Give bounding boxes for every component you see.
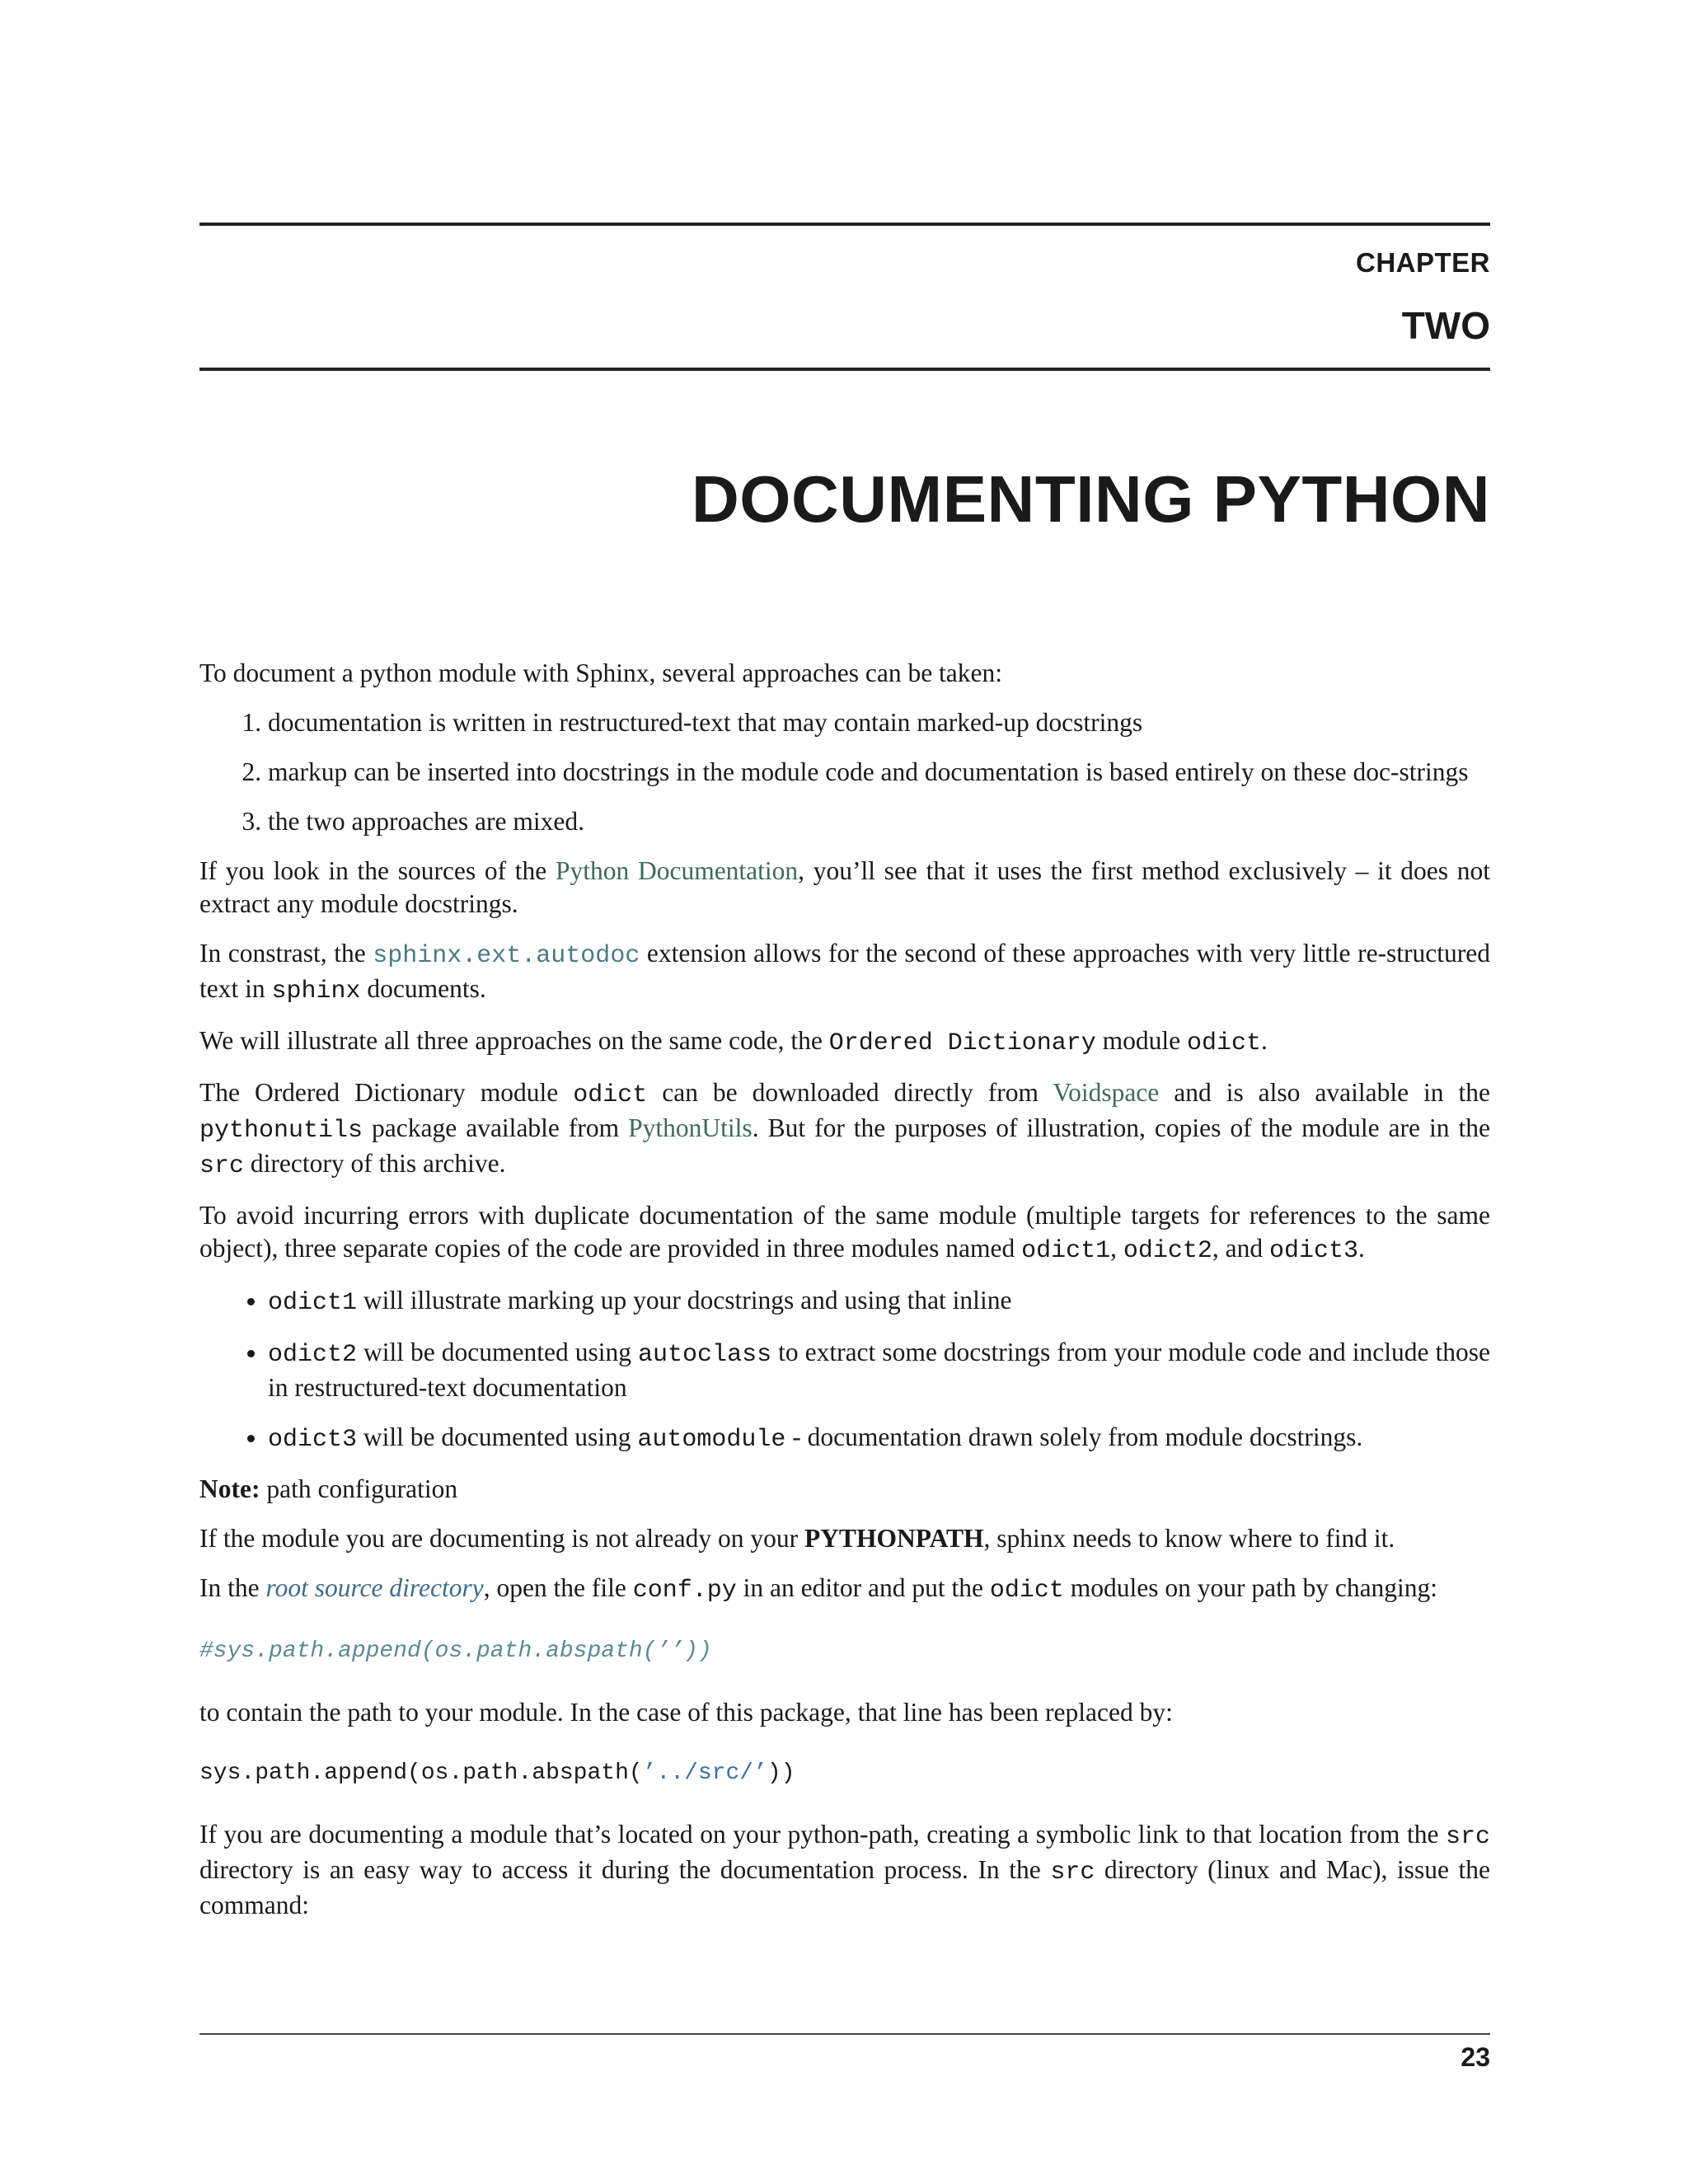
inline-code: odict3 (268, 1426, 358, 1454)
chapter-number: TWO (1401, 304, 1490, 347)
body-text (199, 657, 1490, 1938)
text-span: and is also available in the (1159, 1078, 1491, 1107)
note-paragraph (199, 1473, 1490, 1506)
avoid-paragraph (199, 1199, 1490, 1268)
text-span: . (1261, 1026, 1268, 1055)
contrast-paragraph (199, 937, 1490, 1008)
inline-code: src (1050, 1858, 1095, 1886)
text-span: . (1358, 1234, 1365, 1263)
note-label: Note: (199, 1474, 260, 1503)
code-text: sys.path.append(os.path.abspath( (199, 1760, 643, 1786)
text-span: , open the file (483, 1573, 633, 1602)
page-number: 23 (1461, 2042, 1490, 2072)
note-text: path configuration (260, 1474, 458, 1503)
inline-code: automodule (637, 1426, 786, 1454)
footer-rule (199, 2033, 1490, 2035)
list-item: 3. the two approaches are mixed. (268, 805, 1490, 838)
text-span: , and (1212, 1234, 1270, 1263)
text-span: package available from (363, 1113, 629, 1142)
inline-code: odict (1187, 1029, 1262, 1057)
text-span: in an editor and put the (736, 1573, 990, 1602)
list-item (268, 1284, 1490, 1319)
text-span: , sphinx needs to know where to find it. (983, 1524, 1395, 1553)
inline-code: sphinx (271, 977, 361, 1005)
symlink-paragraph (199, 1818, 1490, 1922)
text-span: - documentation drawn solely from module docstrings. (785, 1422, 1363, 1451)
text-span: directory of this archive. (244, 1149, 506, 1178)
inline-code: odict2 (268, 1341, 358, 1369)
inline-code: pythonutils (199, 1117, 363, 1145)
text-span: If you are documenting a module that’s located on your python-path, creating a symbolic link to that location from the (199, 1820, 1446, 1849)
text-span: , you’ll see that it uses the first method exclusively – it does not extract any module docstrings. (199, 856, 1490, 918)
list-item: 1. documentation is written in restructured-text that may contain marked-up docstrings (268, 706, 1490, 739)
pythonpath-paragraph (199, 1522, 1490, 1555)
chapter-label: CHAPTER (1355, 247, 1490, 278)
inline-code: odict (989, 1577, 1064, 1605)
voidspace-link[interactable]: Voidspace (1053, 1078, 1160, 1107)
inline-code: odict2 (1123, 1237, 1212, 1265)
module-copies-list (199, 1284, 1490, 1456)
text-span: documents. (360, 974, 486, 1003)
pythonpath-term: PYTHONPATH (804, 1524, 984, 1553)
code-text: )) (767, 1760, 795, 1786)
chapter-bottom-rule (199, 368, 1490, 371)
inline-code: conf.py (632, 1577, 737, 1605)
code-string: ’../src/’ (642, 1760, 767, 1786)
list-item (268, 1421, 1490, 1456)
text-span: modules on your path by changing: (1063, 1573, 1438, 1602)
pythonutils-link[interactable]: PythonUtils (628, 1113, 753, 1142)
text-span: directory (linux and Mac), issue the command: (199, 1855, 1490, 1919)
text-span: The Ordered Dictionary module (199, 1078, 574, 1107)
approaches-list (199, 706, 1490, 838)
text-span: module (1095, 1026, 1187, 1055)
inline-code: src (199, 1152, 245, 1180)
inline-code: src (1445, 1823, 1490, 1851)
text-span: To avoid incurring errors with duplicate documentation of the same module (multiple targets for references to the same object), three separate copies of the code are provided in three modules named (199, 1201, 1490, 1263)
text-span: will illustrate marking up your docstrings and using that inline (357, 1286, 1012, 1315)
text-span: . But for the purposes of illustration, copies of the module are in the (752, 1113, 1490, 1142)
autodoc-link[interactable]: sphinx.ext.autodoc (373, 942, 640, 970)
root-source-directory-link[interactable]: root source directory (265, 1573, 484, 1602)
text-span: can be downloaded directly from (647, 1078, 1053, 1107)
inline-code: Ordered Dictionary (828, 1029, 1096, 1057)
text-span: If you look in the sources of the (199, 856, 556, 885)
code-comment: #sys.path.append(os.path.abspath(’’)) (199, 1638, 712, 1664)
code-block-comment (199, 1635, 1490, 1668)
root-source-paragraph (199, 1572, 1490, 1607)
inline-code: odict3 (1269, 1237, 1359, 1265)
text-span: will be documented using (357, 1422, 638, 1451)
sources-paragraph (199, 855, 1490, 921)
text-span: In the (199, 1573, 266, 1602)
text-span: In constrast, the (199, 939, 373, 968)
download-paragraph (199, 1076, 1490, 1183)
inline-code: odict1 (1021, 1237, 1111, 1265)
document-page (199, 0, 1490, 2184)
illustrate-paragraph (199, 1024, 1490, 1060)
text-span: to extract some docstrings from your module code and include those in restructured-text documentation (268, 1338, 1490, 1402)
list-item (268, 1336, 1490, 1404)
intro-paragraph: To document a python module with Sphinx, several approaches can be taken: (199, 658, 1003, 687)
contain-paragraph: to contain the path to your module. In the case of this package, that line has been replaced by: (199, 1698, 1173, 1727)
list-item: 2. markup can be inserted into docstrings in the module code and documentation is based entirely on these doc-strings (268, 756, 1490, 789)
chapter-top-rule (199, 223, 1490, 226)
text-span: , (1110, 1234, 1123, 1263)
text-span: extension allows for the second of these approaches with very little re-structured text in (199, 939, 1490, 1003)
python-documentation-link[interactable]: Python Documentation (556, 856, 799, 885)
inline-code: odict1 (268, 1289, 358, 1317)
text-span: We will illustrate all three approaches on the same code, the (199, 1026, 829, 1055)
text-span: If the module you are documenting is not already on your (199, 1524, 804, 1553)
code-block-syspath (199, 1757, 1490, 1790)
text-span: directory is an easy way to access it during the documentation process. In the (199, 1855, 1051, 1884)
inline-code: autoclass (638, 1341, 772, 1369)
chapter-title: DOCUMENTING PYTHON (692, 462, 1490, 536)
inline-code: odict (573, 1081, 648, 1109)
text-span: will be documented using (357, 1338, 639, 1366)
